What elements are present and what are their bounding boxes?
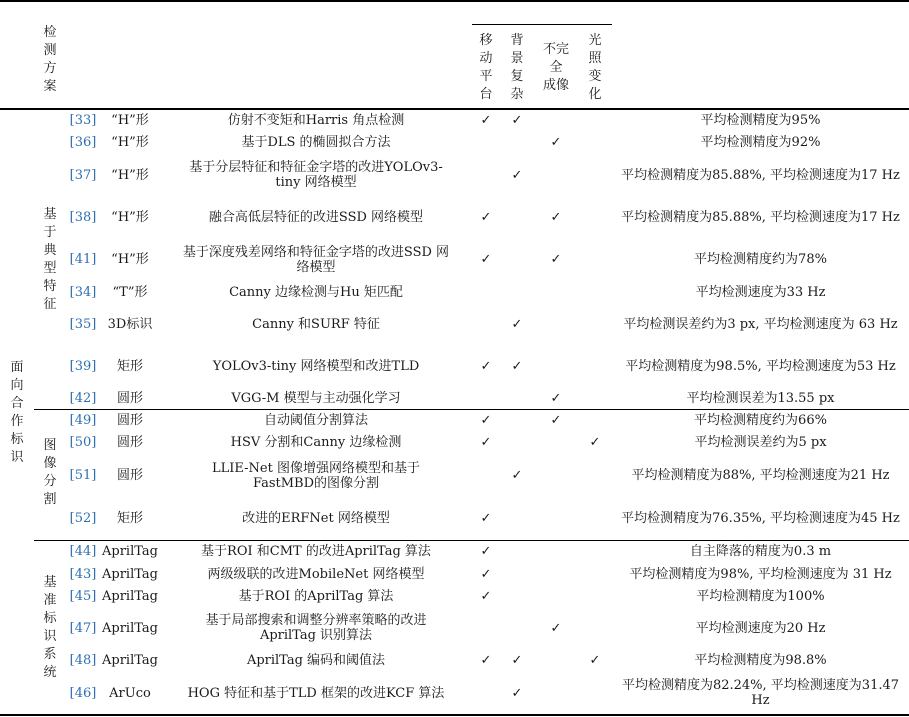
row-type: 矩形	[116, 511, 143, 526]
check-icon: ✓	[550, 210, 562, 225]
table-rule	[34, 540, 909, 541]
row-ref: [46]	[69, 685, 97, 701]
row-type: 圆形	[116, 412, 143, 428]
row-type: 圆形	[116, 435, 143, 450]
row-type: “H”形	[111, 134, 149, 150]
check-icon: ✓	[480, 210, 492, 225]
table-rule	[0, 0, 909, 2]
row-type: “H”形	[111, 113, 149, 128]
row-ref: [44]	[69, 544, 97, 559]
row-ref: [43]	[69, 566, 97, 582]
group-seg: 图 像 分 割	[43, 438, 57, 507]
header-method	[160, 30, 472, 80]
header-light: 光 照 变 化	[588, 33, 602, 102]
row-method: AprilTag 编码和阈值法	[246, 653, 386, 668]
row-ref: [41]	[69, 252, 97, 267]
row-result: 平均检测精度约为66%	[694, 412, 827, 428]
check-icon: ✓	[511, 167, 523, 183]
row-type: AprilTag	[102, 620, 158, 636]
table-rule	[34, 409, 909, 410]
row-method: 基于深度残差网络和特征金字塔的改进SSD 网络模型	[182, 244, 450, 275]
header-bg: 背 景 复 杂	[510, 33, 524, 102]
row-method: Canny 边缘检测与Hu 矩匹配	[229, 284, 403, 300]
row-method: 基于ROI 和CMT 的改进AprilTag 算法	[201, 544, 431, 559]
check-icon: ✓	[480, 511, 492, 526]
row-result: 平均检测精度为85.88%, 平均检测速度为17 Hz	[621, 167, 900, 183]
row-result: 平均检测误差约为3 px, 平均检测速度为 63 Hz	[623, 316, 898, 332]
row-type: 圆形	[116, 390, 143, 406]
header-incomplete: 不完 全 成像	[542, 42, 569, 93]
row-method: 融合高低层特征的改进SSD 网络模型	[208, 210, 424, 225]
row-result: 平均检测精度为76.35%, 平均检测速度为45 Hz	[621, 511, 900, 526]
row-method: 两级级联的改进MobileNet 网络模型	[207, 566, 425, 582]
row-method: YOLOv3-tiny 网络模型和改进TLD	[212, 358, 420, 374]
row-type: 3D标识	[107, 316, 153, 332]
header-result	[612, 30, 909, 80]
row-ref: [52]	[69, 511, 97, 526]
row-ref: [36]	[69, 134, 97, 150]
row-ref: [34]	[69, 284, 97, 300]
row-method: 自动阈值分割算法	[263, 412, 368, 428]
check-icon: ✓	[511, 358, 523, 374]
row-method: 改进的ERFNet 网络模型	[242, 511, 390, 526]
check-icon: ✓	[511, 468, 523, 483]
row-type: AprilTag	[102, 566, 158, 582]
header-type	[100, 28, 160, 84]
row-method: 基于DLS 的椭圆拟合方法	[241, 134, 391, 150]
row-ref: [37]	[69, 167, 97, 183]
header-scheme: 检 测 方 案	[43, 25, 57, 94]
check-icon: ✓	[480, 566, 492, 582]
row-ref: [50]	[69, 435, 97, 450]
check-icon: ✓	[511, 316, 523, 332]
row-ref: [45]	[69, 588, 97, 604]
table-rule	[0, 714, 909, 716]
check-icon: ✓	[480, 435, 492, 450]
check-icon: ✓	[480, 252, 492, 267]
table-rule	[0, 108, 909, 110]
check-icon: ✓	[511, 653, 523, 668]
row-result: 平均检测精度为95%	[700, 113, 821, 128]
row-result: 平均检测精度为98%, 平均检测速度为 31 Hz	[629, 566, 892, 582]
row-result: 平均检测精度为88%, 平均检测速度为21 Hz	[631, 468, 890, 483]
check-icon: ✓	[480, 113, 492, 128]
row-ref: [47]	[69, 620, 97, 636]
check-icon: ✓	[511, 113, 523, 128]
group-outer: 面 向 合 作 标 识	[10, 359, 24, 465]
check-icon: ✓	[480, 412, 492, 428]
check-icon: ✓	[550, 390, 562, 406]
row-result: 自主降落的精度为0.3 m	[689, 544, 832, 559]
row-method: 基于ROI 的AprilTag 算法	[238, 588, 394, 604]
row-method: 基于分层特征和特征金字塔的改进YOLOv3-tiny 网络模型	[189, 160, 443, 190]
row-result: 平均检测精度为82.24%, 平均检测速度为31.47 Hz	[621, 678, 900, 708]
check-icon: ✓	[511, 685, 523, 701]
check-icon: ✓	[480, 653, 492, 668]
row-result: 平均检测速度为33 Hz	[695, 284, 826, 300]
row-ref: [39]	[69, 358, 97, 374]
check-icon: ✓	[589, 653, 601, 668]
row-ref: [35]	[69, 316, 97, 332]
row-ref: [49]	[69, 412, 97, 428]
row-result: 平均检测误差约为5 px	[694, 435, 827, 450]
row-result: 平均检测精度为98.8%	[694, 653, 827, 668]
row-type: “H”形	[111, 252, 149, 267]
row-ref: [42]	[69, 390, 97, 406]
row-result: 平均检测速度为20 Hz	[695, 620, 826, 636]
row-method: 仿射不变矩和Harris 角点检测	[227, 113, 405, 128]
row-type: “H”形	[111, 210, 149, 225]
row-ref: [33]	[69, 113, 97, 128]
table-rule	[472, 24, 612, 25]
row-result: 平均检测精度为85.88%, 平均检测速度为17 Hz	[621, 210, 900, 225]
row-ref: [51]	[69, 468, 97, 483]
row-result: 平均检测精度为92%	[700, 134, 821, 150]
check-icon: ✓	[550, 252, 562, 267]
row-method: LLIE-Net 图像增强网络模型和基于FastMBD的图像分割	[212, 460, 420, 491]
header-mobile: 移 动 平 台	[479, 33, 493, 102]
row-type: AprilTag	[102, 653, 158, 668]
check-icon: ✓	[550, 134, 562, 150]
row-method: 基于局部搜索和调整分辨率策略的改进AprilTag 识别算法	[205, 613, 427, 643]
row-method: Canny 和SURF 特征	[252, 316, 380, 332]
check-icon: ✓	[550, 412, 562, 428]
row-type: “H”形	[111, 167, 149, 183]
group-fiducial: 基 准 标 识 系 统	[43, 574, 57, 680]
row-ref: [38]	[69, 210, 97, 225]
header-ref	[66, 28, 100, 84]
row-type: AprilTag	[102, 588, 158, 604]
check-icon: ✓	[480, 588, 492, 604]
check-icon: ✓	[480, 358, 492, 374]
row-method: HSV 分割和Canny 边缘检测	[230, 435, 402, 450]
row-result: 平均检测误差为13.55 px	[686, 390, 835, 406]
header-special	[472, 2, 612, 24]
row-result: 平均检测精度约为78%	[694, 252, 827, 267]
row-type: ArUco	[109, 685, 151, 701]
row-type: 矩形	[116, 358, 143, 374]
row-result: 平均检测精度为100%	[696, 588, 825, 604]
group-typical: 基 于 典 型 特 征	[43, 207, 57, 312]
row-method: VGG-M 模型与主动强化学习	[231, 390, 401, 406]
check-icon: ✓	[480, 544, 492, 559]
row-type: 圆形	[116, 468, 143, 483]
row-ref: [48]	[69, 653, 97, 668]
row-method: HOG 特征和基于TLD 框架的改进KCF 算法	[187, 685, 445, 701]
row-type: “T”形	[112, 284, 148, 300]
check-icon: ✓	[550, 620, 562, 636]
check-icon: ✓	[589, 435, 601, 450]
row-result: 平均检测精度为98.5%, 平均检测速度为53 Hz	[625, 358, 896, 374]
row-type: AprilTag	[102, 544, 158, 559]
